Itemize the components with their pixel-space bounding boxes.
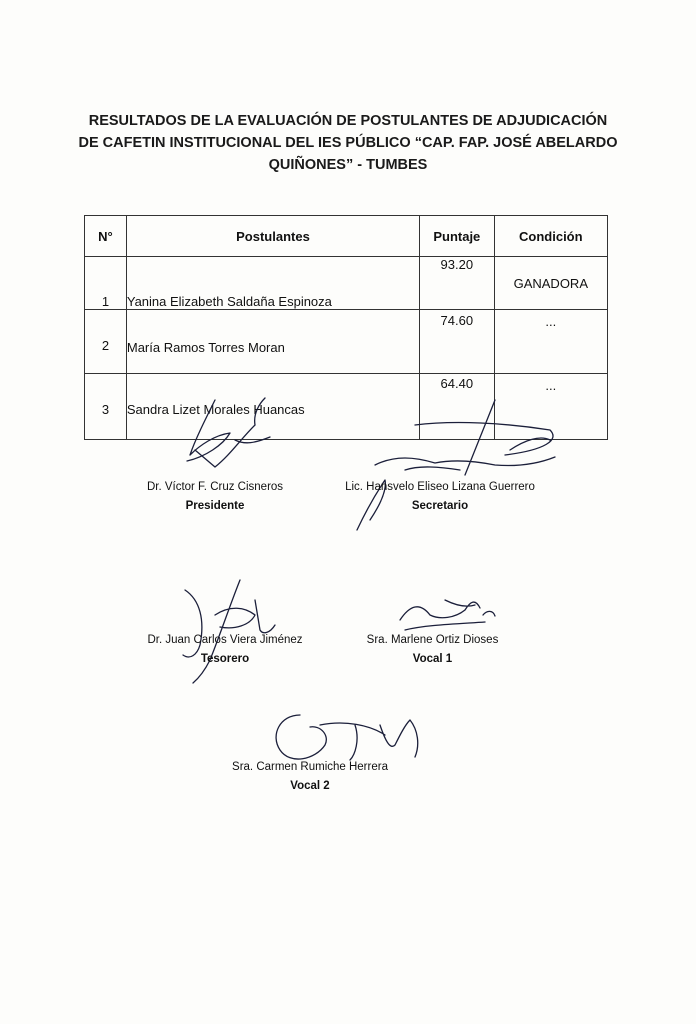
vocal2-name: Sra. Carmen Rumiche Herrera [232,761,388,773]
row-number: 3 [85,374,127,440]
table-row [85,310,608,374]
president-signature [175,395,275,475]
president-block [120,478,310,516]
row-score: 93.20 [420,257,495,310]
row-condition: ... [494,374,607,440]
row-number: 2 [85,310,127,374]
row-name: María Ramos Torres Moran [126,310,419,374]
president-role: Presidente [185,500,245,512]
treasurer-role: Tesorero [200,653,250,665]
vocal1-role: Vocal 1 [412,653,453,665]
title-line-2: DE CAFETIN INSTITUCIONAL DEL IES PÚBLICO “CAP. FAP. JOSÉ ABELARDO [78,135,618,151]
header-condition: Condición [494,216,607,257]
title-line-1: RESULTADOS DE LA EVALUACIÓN DE POSTULANTES DE ADJUDICACIÓN [88,113,608,129]
vocal1-name: Sra. Marlene Ortiz Dioses [366,634,499,646]
treasurer-name: Dr. Juan Carlos Viera Jiménez [147,634,303,646]
row-name: Yanina Elizabeth Saldaña Espinoza [126,257,419,310]
row-condition: GANADORA [494,257,607,310]
row-score: 64.40 [420,374,495,440]
secretary-role: Secretario [411,500,469,512]
row-name: Sandra Lizet Morales Huancas [126,374,419,440]
row-condition: ... [494,310,607,374]
title-line-3: QUIÑONES” - TUMBES [268,157,428,173]
treasurer-block [130,631,320,669]
secretary-name: Lic. Hansvelo Eliseo Lizana Guerrero [345,481,535,493]
secretary-block [325,478,555,516]
row-score: 74.60 [420,310,495,374]
row-number: 1 [85,257,127,310]
header-number: N° [85,216,127,257]
header-score: Puntaje [420,216,495,257]
vocal2-role: Vocal 2 [290,780,330,792]
vocal2-block [220,758,400,796]
table-row [85,257,608,310]
header-applicants: Postulantes [126,216,419,257]
document-title [60,110,636,176]
vocal1-block [350,631,515,669]
president-name: Dr. Víctor F. Cruz Cisneros [146,481,284,493]
table-header-row [85,216,608,257]
